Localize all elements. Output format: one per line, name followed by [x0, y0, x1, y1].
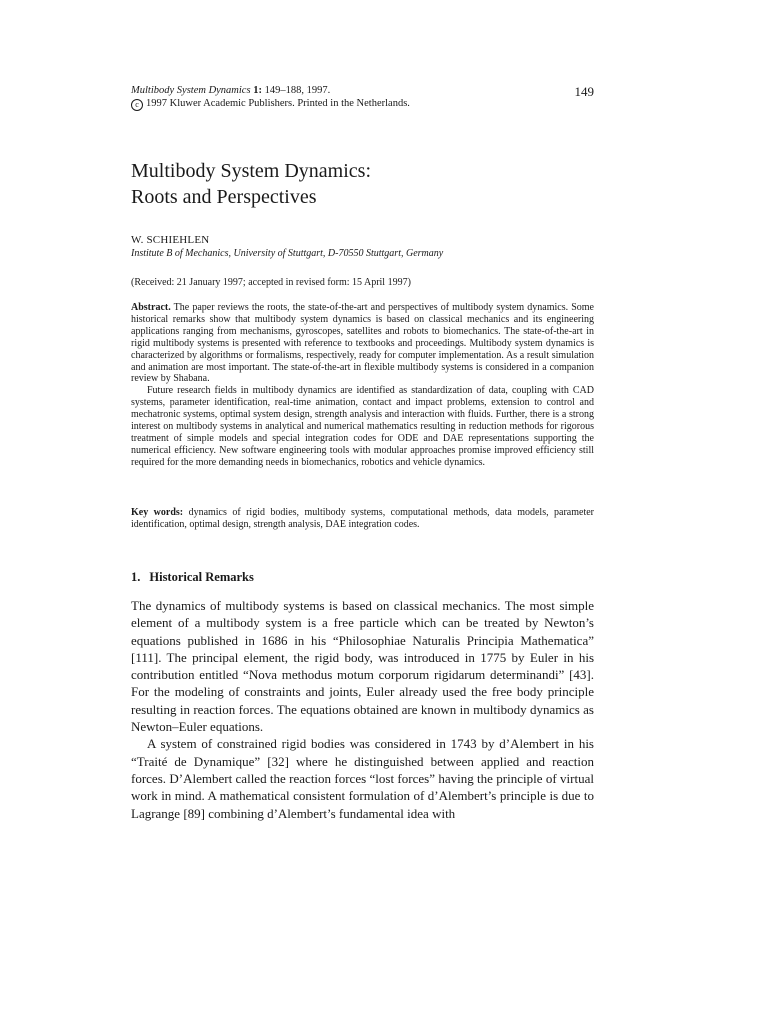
section-title: Historical Remarks — [149, 570, 254, 584]
section-number: 1. — [131, 570, 141, 584]
author-name: W. SCHIEHLEN — [131, 234, 210, 246]
copyright-icon: c — [131, 99, 143, 111]
copyright-line — [131, 97, 551, 111]
section-heading — [131, 570, 254, 585]
keywords — [131, 507, 594, 531]
author-institute: Institute B of Mechanics, University of Stuttgart, D-70550 Stuttgart, Germany — [131, 248, 444, 259]
keywords-label: Key words: — [131, 507, 184, 518]
title-line-2: Roots and Perspectives — [131, 186, 317, 208]
journal-header — [131, 84, 551, 111]
paper-title — [131, 158, 601, 210]
abstract-paragraph-2: Future research fields in multibody dynamics are identified as standardization of data, coupling with CAD systems, parameter identification, real-time animation, contact and impact problems, extension to control and mechatronic systems, optimal system design, strength analysis and interaction with fluids. Further, there is a strong interest on multibody systems in analytical and numerical mathematics resulting in reduction methods for rigorous treatment of simple models and special integration codes for ODE and DAE representations supporting the numerical efficiency. New software engineering tools with modular approaches promise improved efficiency still required for the more demanding needs in biomechanics, robotics and vehicle dynamics. — [131, 385, 594, 468]
journal-volume: 1: — [253, 85, 262, 96]
keywords-text: dynamics of rigid bodies, multibody systems, computational methods, data models, parameter identification, optimal design, strength analysis, DAE integration codes. — [131, 507, 595, 530]
page-number: 149 — [574, 84, 594, 99]
abstract-label: Abstract. — [131, 302, 171, 313]
body-paragraph-2: A system of constrained rigid bodies was considered in 1743 by d’Alembert in his “Traité de Dynamique” [32] where he distinguished between applied and reaction forces. D’Alembert called the reaction forces “lost forces” having the principle of virtual work in mind. A mathematical consistent formulation of d’Alembert’s principle is due to Lagrange [89] combining d’Alembert’s fundamental idea with — [131, 736, 594, 821]
body-paragraph-1: The dynamics of multibody systems is based on classical mechanics. The most simple element of a multibody system is a free particle which can be treated by Newton’s equations published in 1686 in his “Philosophiae Naturalis Principia Mathematica” [111]. The principal element, the rigid body, was introduced in 1775 by Euler in his contribution entitled “Nova methodus motum corporum rigidarum determinandi” [43]. For the modeling of constraints and joints, Euler already used the free body principle resulting in reaction forces. The equations obtained are known in multibody dynamics as Newton–Euler equations. — [131, 598, 594, 735]
journal-pages-year: 149–188, 1997. — [264, 85, 331, 96]
copyright-year-text: 1997 Kluwer Academic Publishers. Printed in the Netherlands. — [146, 98, 410, 109]
abstract-paragraph-1 — [131, 302, 594, 385]
body-text — [131, 597, 594, 822]
title-line-1: Multibody System Dynamics: — [131, 160, 371, 182]
received-dates: (Received: 21 January 1997; accepted in revised form: 15 April 1997) — [131, 277, 411, 288]
abstract-text-1: The paper reviews the roots, the state-of-the-art and perspectives of multibody system dynamics. Some historical remarks show that multibody system dynamics is based on classical mechanics and its engineering applications ranging from mechanisms, gyroscopes, satellites and robots to biomechanics. The state-of-the-art in rigid multibody systems is presented with reference to textbooks and proceedings. Multibody system dynamics is characterized by algorithms or formalisms, respectively, ready for computer implementation. As a result simulation and animation are most important. The state-of-the-art in flexible multibody systems is considered in a companion review by Shabana. — [131, 302, 594, 385]
abstract — [131, 302, 594, 469]
citation-line — [131, 84, 551, 97]
journal-name: Multibody System Dynamics — [131, 85, 251, 96]
